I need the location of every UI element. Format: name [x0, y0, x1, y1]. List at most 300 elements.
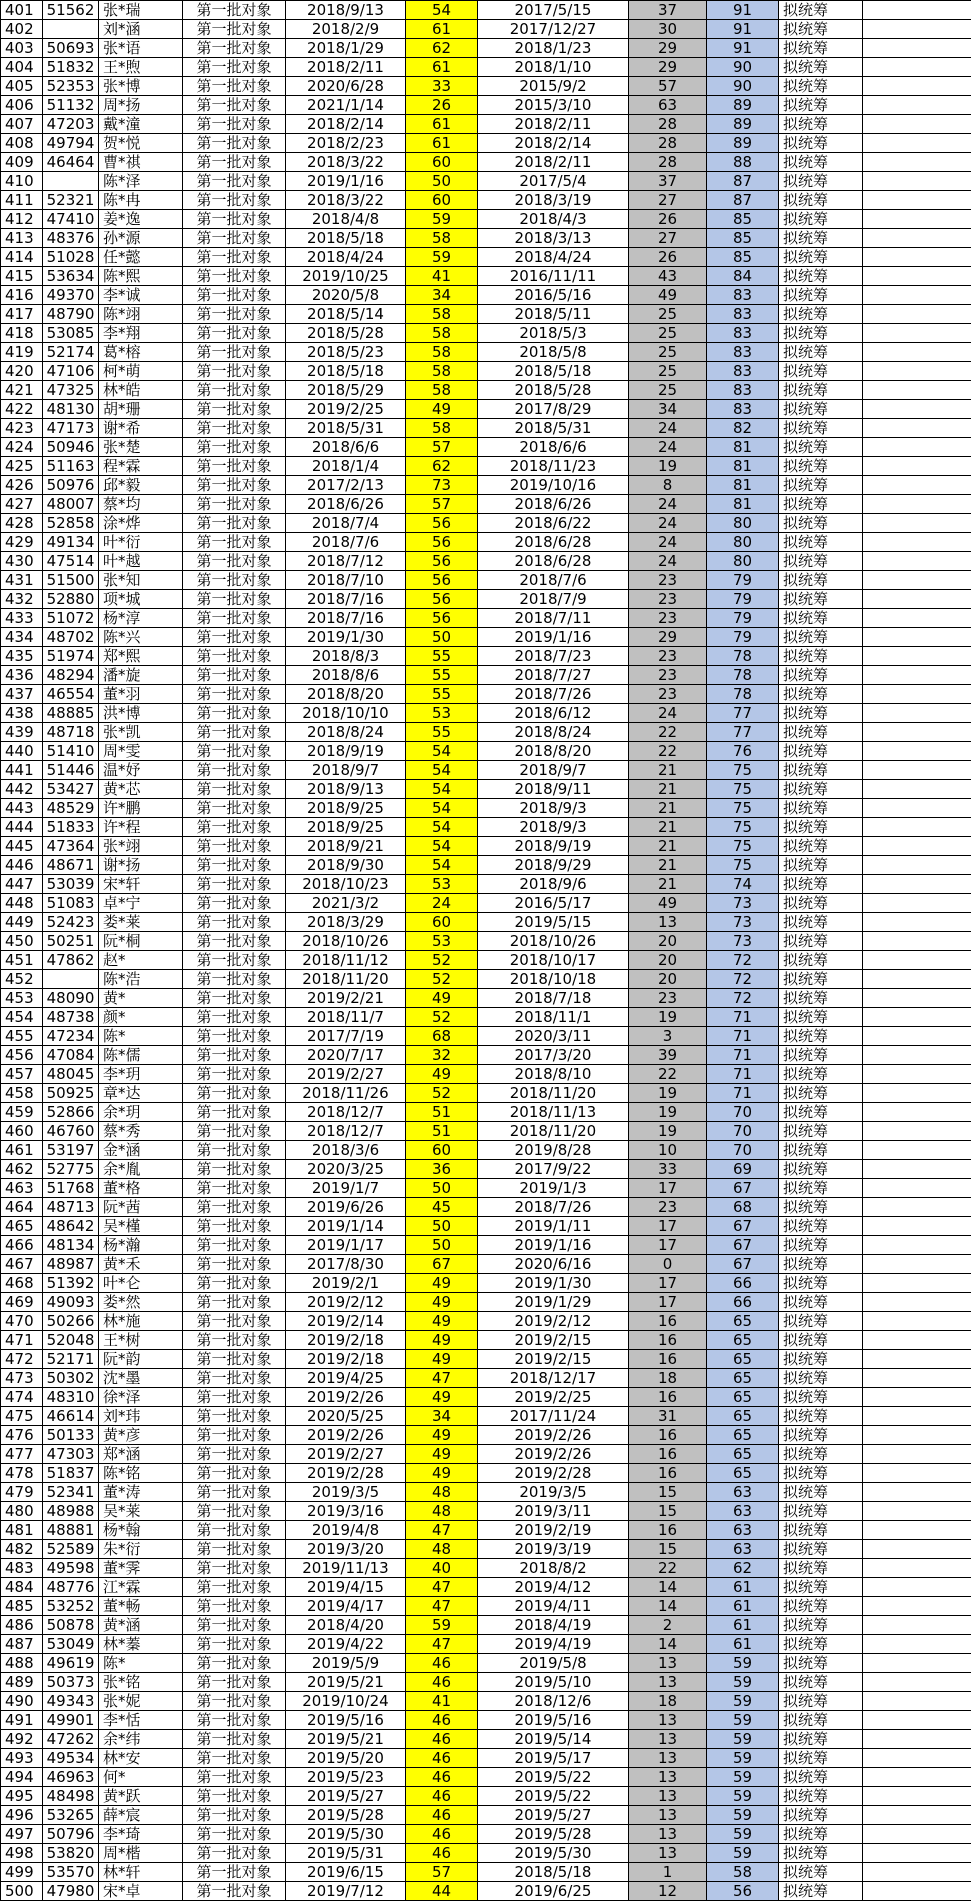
batch-cell: 第一批对象 [183, 1749, 286, 1768]
total-score-cell: 65 [707, 1312, 779, 1331]
table-row [1, 286, 971, 305]
score1-cell: 61 [406, 58, 478, 77]
total-score-cell: 85 [707, 210, 779, 229]
row-number-cell: 412 [1, 210, 43, 229]
status-cell: 拟统筹 [779, 723, 863, 742]
table-row [1, 742, 971, 761]
date2-cell: 2018/6/12 [478, 704, 629, 723]
score2-cell: 24 [629, 514, 707, 533]
status-cell: 拟统筹 [779, 1008, 863, 1027]
name-cell: 王*树 [99, 1331, 183, 1350]
date2-cell: 2019/4/12 [478, 1578, 629, 1597]
name-cell: 颜* [99, 1008, 183, 1027]
score1-cell: 50 [406, 1179, 478, 1198]
empty-cell [863, 1502, 971, 1521]
date2-cell: 2019/1/16 [478, 628, 629, 647]
table-row [1, 419, 971, 438]
empty-cell [863, 20, 971, 39]
score2-cell: 19 [629, 1008, 707, 1027]
table-row [1, 1027, 971, 1046]
score1-cell: 51 [406, 1103, 478, 1122]
total-score-cell: 83 [707, 286, 779, 305]
row-number-cell: 492 [1, 1730, 43, 1749]
name-cell: 董*格 [99, 1179, 183, 1198]
date1-cell: 2019/7/12 [286, 1882, 406, 1901]
total-score-cell: 83 [707, 362, 779, 381]
total-score-cell: 65 [707, 1331, 779, 1350]
batch-cell: 第一批对象 [183, 1806, 286, 1825]
status-cell: 拟统筹 [779, 1331, 863, 1350]
date1-cell: 2019/4/22 [286, 1635, 406, 1654]
status-cell: 拟统筹 [779, 1768, 863, 1787]
date1-cell: 2018/2/9 [286, 20, 406, 39]
total-score-cell: 61 [707, 1635, 779, 1654]
row-number-cell: 415 [1, 267, 43, 286]
table-row [1, 590, 971, 609]
date1-cell: 2020/6/28 [286, 77, 406, 96]
status-cell: 拟统筹 [779, 1483, 863, 1502]
date1-cell: 2018/10/10 [286, 704, 406, 723]
total-score-cell: 67 [707, 1217, 779, 1236]
date1-cell: 2019/2/14 [286, 1312, 406, 1331]
score1-cell: 62 [406, 39, 478, 58]
date2-cell: 2018/7/26 [478, 685, 629, 704]
total-score-cell: 83 [707, 343, 779, 362]
score1-cell: 61 [406, 115, 478, 134]
empty-cell [863, 191, 971, 210]
date1-cell: 2019/2/1 [286, 1274, 406, 1293]
table-row [1, 1711, 971, 1730]
batch-cell: 第一批对象 [183, 58, 286, 77]
date1-cell: 2019/4/15 [286, 1578, 406, 1597]
name-cell: 张*瑞 [99, 1, 183, 20]
status-cell: 拟统筹 [779, 742, 863, 761]
total-score-cell: 70 [707, 1141, 779, 1160]
date2-cell: 2018/5/18 [478, 362, 629, 381]
name-cell: 朱*衍 [99, 1540, 183, 1559]
score1-cell: 60 [406, 153, 478, 172]
score2-cell: 13 [629, 1768, 707, 1787]
row-number-cell: 441 [1, 761, 43, 780]
name-cell: 潘*旋 [99, 666, 183, 685]
score2-cell: 13 [629, 1711, 707, 1730]
date2-cell: 2017/5/4 [478, 172, 629, 191]
batch-cell: 第一批对象 [183, 1008, 286, 1027]
name-cell: 柯*萌 [99, 362, 183, 381]
table-row [1, 39, 971, 58]
table-row [1, 647, 971, 666]
date1-cell: 2020/5/8 [286, 286, 406, 305]
score1-cell: 41 [406, 267, 478, 286]
empty-cell [863, 96, 971, 115]
name-cell: 张*语 [99, 39, 183, 58]
date1-cell: 2019/3/16 [286, 1502, 406, 1521]
table-row [1, 533, 971, 552]
status-cell: 拟统筹 [779, 134, 863, 153]
status-cell: 拟统筹 [779, 1540, 863, 1559]
name-cell: 沈*墨 [99, 1369, 183, 1388]
name-cell: 余*玥 [99, 1103, 183, 1122]
batch-cell: 第一批对象 [183, 267, 286, 286]
score1-cell: 50 [406, 172, 478, 191]
date1-cell: 2018/10/23 [286, 875, 406, 894]
name-cell: 杨*翰 [99, 1521, 183, 1540]
batch-cell: 第一批对象 [183, 1198, 286, 1217]
date2-cell: 2018/5/8 [478, 343, 629, 362]
table-row [1, 1825, 971, 1844]
table-row [1, 932, 971, 951]
date2-cell: 2018/10/26 [478, 932, 629, 951]
score1-cell: 54 [406, 742, 478, 761]
table-row [1, 837, 971, 856]
total-score-cell: 87 [707, 191, 779, 210]
date1-cell: 2018/9/30 [286, 856, 406, 875]
date1-cell: 2018/6/6 [286, 438, 406, 457]
date2-cell: 2016/5/17 [478, 894, 629, 913]
status-cell: 拟统筹 [779, 1844, 863, 1863]
id-cell: 51833 [43, 818, 99, 837]
score1-cell: 33 [406, 77, 478, 96]
row-number-cell: 483 [1, 1559, 43, 1578]
date2-cell: 2018/7/23 [478, 647, 629, 666]
date1-cell: 2018/5/23 [286, 343, 406, 362]
status-cell: 拟统筹 [779, 1787, 863, 1806]
total-score-cell: 59 [707, 1825, 779, 1844]
status-cell: 拟统筹 [779, 780, 863, 799]
status-cell: 拟统筹 [779, 1084, 863, 1103]
batch-cell: 第一批对象 [183, 1388, 286, 1407]
date2-cell: 2019/1/11 [478, 1217, 629, 1236]
total-score-cell: 67 [707, 1236, 779, 1255]
status-cell: 拟统筹 [779, 1521, 863, 1540]
name-cell: 王*煦 [99, 58, 183, 77]
id-cell: 48294 [43, 666, 99, 685]
score2-cell: 24 [629, 419, 707, 438]
table-row [1, 1559, 971, 1578]
name-cell: 李*翔 [99, 324, 183, 343]
batch-cell: 第一批对象 [183, 989, 286, 1008]
name-cell: 赵* [99, 951, 183, 970]
total-score-cell: 73 [707, 913, 779, 932]
id-cell: 51974 [43, 647, 99, 666]
status-cell: 拟统筹 [779, 1179, 863, 1198]
status-cell: 拟统筹 [779, 818, 863, 837]
table-row [1, 172, 971, 191]
score2-cell: 23 [629, 609, 707, 628]
score1-cell: 55 [406, 666, 478, 685]
id-cell: 47514 [43, 552, 99, 571]
status-cell: 拟统筹 [779, 856, 863, 875]
total-score-cell: 79 [707, 571, 779, 590]
row-number-cell: 471 [1, 1331, 43, 1350]
date1-cell: 2018/7/10 [286, 571, 406, 590]
batch-cell: 第一批对象 [183, 286, 286, 305]
empty-cell [863, 571, 971, 590]
score2-cell: 34 [629, 400, 707, 419]
id-cell: 50693 [43, 39, 99, 58]
id-cell: 48718 [43, 723, 99, 742]
table-row [1, 1141, 971, 1160]
empty-cell [863, 1217, 971, 1236]
batch-cell: 第一批对象 [183, 324, 286, 343]
score2-cell: 21 [629, 875, 707, 894]
name-cell: 刘*涵 [99, 20, 183, 39]
status-cell: 拟统筹 [779, 1445, 863, 1464]
status-cell: 拟统筹 [779, 1559, 863, 1578]
status-cell: 拟统筹 [779, 628, 863, 647]
total-score-cell: 59 [707, 1806, 779, 1825]
score2-cell: 16 [629, 1312, 707, 1331]
date2-cell: 2019/5/10 [478, 1673, 629, 1692]
batch-cell: 第一批对象 [183, 1711, 286, 1730]
row-number-cell: 481 [1, 1521, 43, 1540]
batch-cell: 第一批对象 [183, 115, 286, 134]
status-cell: 拟统筹 [779, 514, 863, 533]
batch-cell: 第一批对象 [183, 438, 286, 457]
date2-cell: 2019/5/22 [478, 1768, 629, 1787]
row-number-cell: 416 [1, 286, 43, 305]
date2-cell: 2019/2/19 [478, 1521, 629, 1540]
row-number-cell: 423 [1, 419, 43, 438]
date2-cell: 2019/10/16 [478, 476, 629, 495]
empty-cell [863, 1768, 971, 1787]
total-score-cell: 59 [707, 1749, 779, 1768]
score2-cell: 14 [629, 1597, 707, 1616]
date1-cell: 2018/5/29 [286, 381, 406, 400]
score2-cell: 17 [629, 1217, 707, 1236]
status-cell: 拟统筹 [779, 1198, 863, 1217]
date2-cell: 2015/3/10 [478, 96, 629, 115]
empty-cell [863, 1274, 971, 1293]
score1-cell: 49 [406, 1426, 478, 1445]
score2-cell: 25 [629, 305, 707, 324]
table-row [1, 514, 971, 533]
empty-cell [863, 286, 971, 305]
total-score-cell: 82 [707, 419, 779, 438]
table-row [1, 1293, 971, 1312]
id-cell: 47325 [43, 381, 99, 400]
status-cell: 拟统筹 [779, 172, 863, 191]
row-number-cell: 462 [1, 1160, 43, 1179]
empty-cell [863, 1654, 971, 1673]
name-cell: 黄*彦 [99, 1426, 183, 1445]
name-cell: 吴*莱 [99, 1502, 183, 1521]
batch-cell: 第一批对象 [183, 400, 286, 419]
batch-cell: 第一批对象 [183, 609, 286, 628]
status-cell: 拟统筹 [779, 96, 863, 115]
score1-cell: 59 [406, 248, 478, 267]
id-cell: 48987 [43, 1255, 99, 1274]
date2-cell: 2018/5/18 [478, 1863, 629, 1882]
date2-cell: 2019/2/26 [478, 1426, 629, 1445]
total-score-cell: 63 [707, 1502, 779, 1521]
date2-cell: 2018/12/6 [478, 1692, 629, 1711]
date1-cell: 2021/1/14 [286, 96, 406, 115]
total-score-cell: 80 [707, 552, 779, 571]
date2-cell: 2018/1/10 [478, 58, 629, 77]
score1-cell: 46 [406, 1654, 478, 1673]
date2-cell: 2018/9/11 [478, 780, 629, 799]
score1-cell: 54 [406, 1, 478, 20]
score2-cell: 25 [629, 324, 707, 343]
status-cell: 拟统筹 [779, 666, 863, 685]
table-row [1, 1768, 971, 1787]
table-row [1, 970, 971, 989]
score1-cell: 56 [406, 552, 478, 571]
status-cell: 拟统筹 [779, 970, 863, 989]
date2-cell: 2018/8/2 [478, 1559, 629, 1578]
id-cell: 51028 [43, 248, 99, 267]
date1-cell: 2021/3/2 [286, 894, 406, 913]
row-number-cell: 432 [1, 590, 43, 609]
status-cell: 拟统筹 [779, 989, 863, 1008]
row-number-cell: 405 [1, 77, 43, 96]
total-score-cell: 65 [707, 1407, 779, 1426]
status-cell: 拟统筹 [779, 1711, 863, 1730]
score1-cell: 47 [406, 1597, 478, 1616]
date1-cell: 2018/4/24 [286, 248, 406, 267]
score2-cell: 17 [629, 1236, 707, 1255]
row-number-cell: 404 [1, 58, 43, 77]
table-row [1, 343, 971, 362]
score1-cell: 58 [406, 324, 478, 343]
date1-cell: 2019/2/18 [286, 1331, 406, 1350]
table-row [1, 628, 971, 647]
row-number-cell: 431 [1, 571, 43, 590]
score2-cell: 23 [629, 1198, 707, 1217]
date2-cell: 2019/5/14 [478, 1730, 629, 1749]
date1-cell: 2019/1/7 [286, 1179, 406, 1198]
date2-cell: 2018/5/11 [478, 305, 629, 324]
date1-cell: 2018/1/4 [286, 457, 406, 476]
total-score-cell: 84 [707, 267, 779, 286]
status-cell: 拟统筹 [779, 1274, 863, 1293]
name-cell: 陈*铭 [99, 1464, 183, 1483]
id-cell: 51410 [43, 742, 99, 761]
name-cell: 黄*芯 [99, 780, 183, 799]
table-row [1, 875, 971, 894]
total-score-cell: 75 [707, 856, 779, 875]
score2-cell: 18 [629, 1692, 707, 1711]
status-cell: 拟统筹 [779, 951, 863, 970]
id-cell: 52775 [43, 1160, 99, 1179]
status-cell: 拟统筹 [779, 58, 863, 77]
score1-cell: 49 [406, 1274, 478, 1293]
row-number-cell: 485 [1, 1597, 43, 1616]
status-cell: 拟统筹 [779, 419, 863, 438]
empty-cell [863, 1692, 971, 1711]
table-row [1, 1046, 971, 1065]
batch-cell: 第一批对象 [183, 590, 286, 609]
date2-cell: 2019/1/16 [478, 1236, 629, 1255]
score1-cell: 54 [406, 780, 478, 799]
name-cell: 林*皓 [99, 381, 183, 400]
status-cell: 拟统筹 [779, 476, 863, 495]
id-cell: 47410 [43, 210, 99, 229]
name-cell: 许*程 [99, 818, 183, 837]
id-cell: 47203 [43, 115, 99, 134]
batch-cell: 第一批对象 [183, 1521, 286, 1540]
table-row [1, 818, 971, 837]
row-number-cell: 403 [1, 39, 43, 58]
id-cell: 48498 [43, 1787, 99, 1806]
status-cell: 拟统筹 [779, 324, 863, 343]
total-score-cell: 81 [707, 438, 779, 457]
table-row [1, 799, 971, 818]
status-cell: 拟统筹 [779, 932, 863, 951]
table-row [1, 1255, 971, 1274]
date2-cell: 2020/6/16 [478, 1255, 629, 1274]
table-row [1, 1331, 971, 1350]
name-cell: 温*妤 [99, 761, 183, 780]
total-score-cell: 70 [707, 1103, 779, 1122]
table-row [1, 1806, 971, 1825]
score1-cell: 49 [406, 989, 478, 1008]
batch-cell: 第一批对象 [183, 970, 286, 989]
date2-cell: 2019/2/15 [478, 1331, 629, 1350]
date1-cell: 2019/5/9 [286, 1654, 406, 1673]
status-cell: 拟统筹 [779, 1692, 863, 1711]
table-row [1, 1654, 971, 1673]
score2-cell: 13 [629, 1749, 707, 1768]
score1-cell: 49 [406, 1445, 478, 1464]
name-cell: 蔡*均 [99, 495, 183, 514]
score1-cell: 56 [406, 533, 478, 552]
row-number-cell: 426 [1, 476, 43, 495]
score2-cell: 24 [629, 704, 707, 723]
empty-cell [863, 1388, 971, 1407]
id-cell: 49134 [43, 533, 99, 552]
date2-cell: 2018/9/3 [478, 818, 629, 837]
status-cell: 拟统筹 [779, 1160, 863, 1179]
batch-cell: 第一批对象 [183, 875, 286, 894]
status-cell: 拟统筹 [779, 1882, 863, 1901]
status-cell: 拟统筹 [779, 115, 863, 134]
score1-cell: 40 [406, 1559, 478, 1578]
name-cell: 胡*珊 [99, 400, 183, 419]
id-cell: 49370 [43, 286, 99, 305]
score1-cell: 57 [406, 495, 478, 514]
total-score-cell: 71 [707, 1065, 779, 1084]
batch-cell: 第一批对象 [183, 1578, 286, 1597]
name-cell: 黄*禾 [99, 1255, 183, 1274]
name-cell: 陈*兴 [99, 628, 183, 647]
total-score-cell: 83 [707, 305, 779, 324]
name-cell: 周*雯 [99, 742, 183, 761]
id-cell: 46760 [43, 1122, 99, 1141]
score1-cell: 41 [406, 1692, 478, 1711]
empty-cell [863, 248, 971, 267]
date1-cell: 2018/7/4 [286, 514, 406, 533]
date2-cell: 2018/6/28 [478, 533, 629, 552]
status-cell: 拟统筹 [779, 1103, 863, 1122]
id-cell: 50878 [43, 1616, 99, 1635]
score1-cell: 59 [406, 1616, 478, 1635]
name-cell: 徐*泽 [99, 1388, 183, 1407]
id-cell: 52341 [43, 1483, 99, 1502]
name-cell: 杨*淳 [99, 609, 183, 628]
batch-cell: 第一批对象 [183, 153, 286, 172]
date2-cell: 2019/5/27 [478, 1806, 629, 1825]
score1-cell: 59 [406, 210, 478, 229]
status-cell: 拟统筹 [779, 343, 863, 362]
total-score-cell: 63 [707, 1521, 779, 1540]
batch-cell: 第一批对象 [183, 1502, 286, 1521]
date2-cell: 2018/6/22 [478, 514, 629, 533]
total-score-cell: 75 [707, 837, 779, 856]
score2-cell: 23 [629, 647, 707, 666]
score1-cell: 32 [406, 1046, 478, 1065]
